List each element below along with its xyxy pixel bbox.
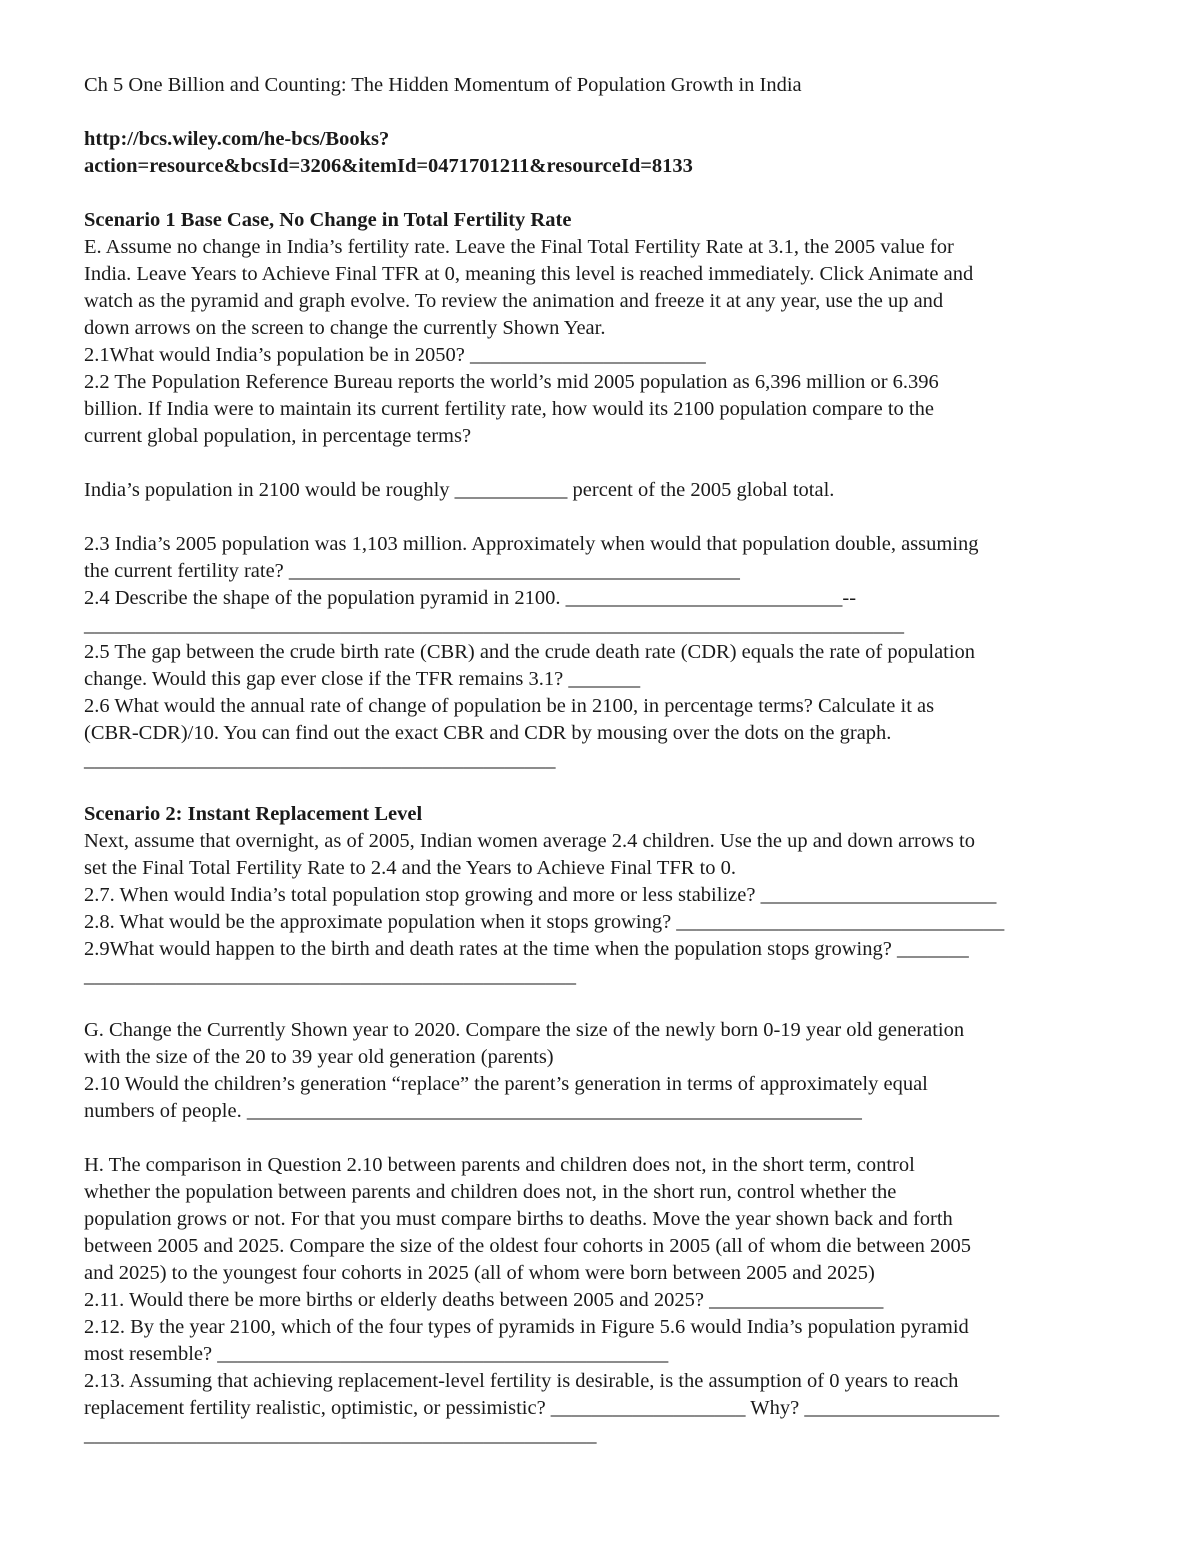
spacer	[84, 450, 1124, 477]
question-2-3: 2.3 India’s 2005 population was 1,103 million. Approximately when would that population double, assuming	[84, 533, 979, 555]
question-2-9: 2.9What would happen to the birth and death rates at the time when the population stops growing? _______	[84, 938, 969, 960]
section-h-text: and 2025) to the youngest four cohorts in 2025 (all of whom were born between 2005 and 2025)	[84, 1262, 875, 1284]
scenario-2-text: Next, assume that overnight, as of 2005, Indian women average 2.4 children. Use the up and down arrows to	[84, 830, 975, 852]
scenario-1-text: India. Leave Years to Achieve Final TFR at 0, meaning this level is reached immediately. Click Animate and	[84, 263, 974, 285]
resource-url-line-2[interactable]: action=resource&bcsId=3206&itemId=0471701211&resourceId=8133	[84, 155, 693, 177]
answer-blank-line: __________________________________________________	[84, 1424, 597, 1446]
spacer	[84, 180, 1124, 207]
worksheet-page	[84, 72, 1124, 1449]
question-2-2: 2.2 The Population Reference Bureau reports the world’s mid 2005 population as 6,396 million or 6.396	[84, 371, 939, 393]
question-2-2-cont: current global population, in percentage terms?	[84, 425, 472, 447]
spacer	[84, 1125, 1124, 1152]
question-2-1: 2.1What would India’s population be in 2050? _______________________	[84, 344, 706, 366]
question-2-10-cont: numbers of people. ____________________________________________________________	[84, 1100, 862, 1122]
scenario-1-text: E. Assume no change in India’s fertility rate. Leave the Final Total Fertility Rate at 3.1, the 2005 value for	[84, 236, 954, 258]
scenario-2-text: set the Final Total Fertility Rate to 2.4 and the Years to Achieve Final TFR to 0.	[84, 857, 737, 879]
question-2-6-cont: (CBR-CDR)/10. You can find out the exact CBR and CDR by mousing over the dots on the graph.	[84, 722, 892, 744]
question-2-7: 2.7. When would India’s total population stop growing and more or less stabilize? _______________________	[84, 884, 997, 906]
question-2-12-cont: most resemble? ____________________________________________	[84, 1343, 669, 1365]
section-h-text: population grows or not. For that you must compare births to deaths. Move the year shown back and forth	[84, 1208, 953, 1230]
answer-blank-line: ________________________________________________________________________________	[84, 614, 904, 636]
scenario-1-text: watch as the pyramid and graph evolve. To review the animation and freeze it at any year, use the up and	[84, 290, 944, 312]
question-2-4: 2.4 Describe the shape of the population pyramid in 2100. ___________________________--	[84, 587, 857, 609]
percent-answer-line: India’s population in 2100 would be roughly ___________ percent of the 2005 global total.	[84, 479, 835, 501]
section-h-text: H. The comparison in Question 2.10 between parents and children does not, in the short term, control	[84, 1154, 915, 1176]
question-2-10: 2.10 Would the children’s generation “replace” the parent’s generation in terms of approximately equal	[84, 1073, 928, 1095]
answer-blank-line: ______________________________________________	[84, 749, 556, 771]
section-h-text: between 2005 and 2025. Compare the size of the oldest four cohorts in 2005 (all of whom die between 2005	[84, 1235, 971, 1257]
section-g-text: G. Change the Currently Shown year to 2020. Compare the size of the newly born 0-19 year old generation	[84, 1019, 965, 1041]
spacer	[84, 99, 1124, 126]
resource-url-line-1[interactable]: http://bcs.wiley.com/he-bcs/Books?	[84, 128, 390, 150]
scenario-2-heading: Scenario 2: Instant Replacement Level	[84, 803, 423, 825]
spacer	[84, 990, 1124, 1017]
answer-blank-line: ________________________________________________	[84, 965, 576, 987]
question-2-8: 2.8. What would be the approximate population when it stops growing? ________________________________	[84, 911, 1005, 933]
question-2-12: 2.12. By the year 2100, which of the four types of pyramids in Figure 5.6 would India’s population pyramid	[84, 1316, 969, 1338]
scenario-1-text: down arrows on the screen to change the currently Shown Year.	[84, 317, 606, 339]
question-2-5-cont: change. Would this gap ever close if the TFR remains 3.1? _______	[84, 668, 641, 690]
spacer	[84, 774, 1124, 801]
question-2-5: 2.5 The gap between the crude birth rate (CBR) and the crude death rate (CDR) equals the rate of population	[84, 641, 976, 663]
spacer	[84, 504, 1124, 531]
question-2-11: 2.11. Would there be more births or elderly deaths between 2005 and 2025? _________________	[84, 1289, 884, 1311]
section-h-text: whether the population between parents and children does not, in the short run, control whether the	[84, 1181, 897, 1203]
scenario-1-heading: Scenario 1 Base Case, No Change in Total Fertility Rate	[84, 209, 572, 231]
question-2-13-cont: replacement fertility realistic, optimistic, or pessimistic? ___________________ Why? ___________________	[84, 1397, 1000, 1419]
question-2-13: 2.13. Assuming that achieving replacement-level fertility is desirable, is the assumption of 0 years to reach	[84, 1370, 959, 1392]
question-2-2-cont: billion. If India were to maintain its current fertility rate, how would its 2100 population compare to the	[84, 398, 934, 420]
question-2-6: 2.6 What would the annual rate of change of population be in 2100, in percentage terms? Calculate it as	[84, 695, 935, 717]
section-g-text: with the size of the 20 to 39 year old generation (parents)	[84, 1046, 554, 1068]
question-2-3-cont: the current fertility rate? ____________________________________________	[84, 560, 740, 582]
document-title: Ch 5 One Billion and Counting: The Hidden Momentum of Population Growth in India	[84, 74, 802, 96]
